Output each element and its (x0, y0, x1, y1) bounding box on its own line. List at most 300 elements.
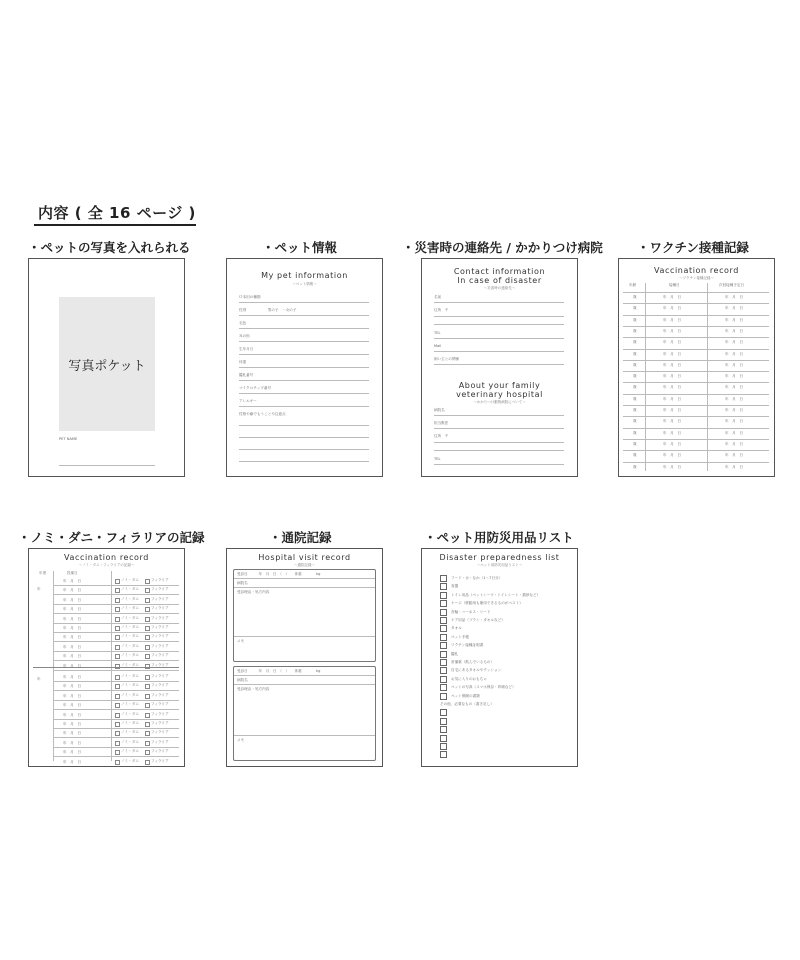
page-thumb-hospital-visit (226, 548, 383, 767)
filaria-checkbox[interactable] (145, 741, 150, 746)
field-line (434, 428, 564, 429)
flea-date: 年 月 日 (63, 675, 81, 679)
filaria-option: フィラリア (151, 606, 169, 611)
vaccination-next-date: 年 月 日 (725, 317, 743, 322)
vaccination-col: 接種日 (669, 283, 680, 287)
table-row-line (53, 585, 179, 586)
flea-date: 年 月 日 (63, 654, 81, 659)
table-row-line (53, 651, 179, 652)
table-row-line (623, 394, 769, 395)
flea-option: ノミ・ダニ (121, 683, 139, 688)
flea-title: Vaccination record (64, 553, 149, 562)
disaster-item-label: ケア用品（ブラシ・タオルなど） (451, 618, 505, 622)
table-row-line (53, 594, 179, 595)
flea-date: 年 月 日 (63, 740, 81, 745)
vaccination-date: 年 月 日 (663, 453, 681, 458)
field-line (234, 636, 375, 637)
vaccination-next-date: 年 月 日 (725, 441, 743, 446)
flea-date: 年 月 日 (63, 684, 81, 689)
flea-checkbox[interactable] (115, 741, 120, 746)
vaccination-age: 歳 (633, 351, 637, 356)
field-line (434, 464, 564, 465)
filaria-checkbox[interactable] (145, 684, 150, 689)
contact-field: 飼い主との関係 (434, 357, 460, 361)
field-line (234, 578, 375, 579)
flea-checkbox[interactable] (115, 635, 120, 640)
disaster-checkbox[interactable] (440, 684, 447, 691)
flea-option: ノミ・ダニ (121, 692, 139, 697)
field-line (434, 351, 564, 352)
field-line (239, 437, 369, 438)
flea-checkbox[interactable] (115, 607, 120, 612)
flea-option: ノミ・ダニ (121, 674, 139, 678)
disaster-item-label: トイレ用品（ペットシーツ・トイレシート・猫砂など） (451, 592, 541, 597)
vaccination-col: 年齢 (629, 283, 637, 287)
vaccination-date: 年 月 日 (663, 419, 681, 424)
table-row-line (53, 681, 179, 682)
contact-title-2: In case of disaster (457, 276, 542, 285)
disaster-checkbox[interactable] (440, 735, 447, 742)
disaster-checkbox[interactable] (440, 575, 447, 582)
disaster-checkbox[interactable] (440, 743, 447, 750)
pet-info-field: 体重 (239, 360, 247, 364)
filaria-option: フィラリア (151, 721, 169, 725)
filaria-option: フィラリア (151, 692, 169, 697)
vaccination-date: 年 月 日 (663, 408, 681, 412)
filaria-checkbox[interactable] (145, 703, 150, 708)
flea-option: ノミ・ダニ (121, 758, 139, 763)
vaccination-next-date: 年 月 日 (725, 295, 743, 299)
vaccination-col: 次回接種予定日 (719, 283, 745, 287)
disaster-checkbox[interactable] (440, 634, 447, 641)
vaccination-age: 歳 (633, 396, 637, 401)
field-line (434, 316, 564, 317)
flea-date: 年 月 日 (63, 588, 81, 593)
field-line (434, 338, 564, 339)
flea-checkbox[interactable] (115, 675, 120, 680)
table-row-line (53, 613, 179, 614)
flea-option: ノミ・ダニ (121, 587, 139, 592)
disaster-checkbox[interactable] (440, 659, 447, 666)
vaccination-date: 年 月 日 (663, 385, 681, 390)
visit-reason-row: 受診理由・処方内容 (237, 687, 270, 691)
vaccination-age: 歳 (633, 419, 637, 424)
flea-date: 年 月 日 (63, 579, 81, 583)
table-row-line (53, 700, 179, 701)
vaccination-age: 歳 (633, 441, 637, 446)
vaccination-next-date: 年 月 日 (725, 408, 743, 412)
disaster-item-label: ペット手帳 (451, 634, 469, 639)
field-line (239, 425, 369, 426)
field-line (239, 328, 369, 329)
disaster-checkbox[interactable] (440, 676, 447, 683)
flea-option: ノミ・ダニ (121, 578, 139, 582)
filaria-option: フィラリア (151, 615, 169, 620)
hospital-subtitle: ～かかりつけ動物病院について～ (473, 400, 526, 404)
visit-date-row: 受診日 年 月 日 （ ） 体重 kg (237, 669, 321, 673)
card-label-vaccination: ・ワクチン接種記録 (637, 240, 749, 255)
table-row-line (53, 690, 179, 691)
disaster-item-label: フード・水・なか（1〜7日分） (451, 576, 503, 580)
disaster-checkbox[interactable] (440, 651, 447, 658)
flea-option: ノミ・ダニ (121, 606, 139, 611)
contact-field: 住所 〒 (434, 308, 449, 312)
field-line (239, 341, 369, 342)
heading-underline (34, 224, 196, 226)
vaccination-age: 歳 (633, 362, 637, 367)
vaccination-date: 年 月 日 (663, 396, 681, 401)
vaccination-next-date: 年 月 日 (725, 351, 743, 356)
table-row-line (623, 292, 769, 293)
pet-info-field: 毛色 (239, 321, 247, 325)
flea-year: 年 (37, 677, 41, 681)
hospital-title-2: veterinary hospital (456, 390, 543, 399)
pet-info-field: 性格や癖でもうことや注意点 (239, 412, 286, 416)
flea-checkbox[interactable] (115, 684, 120, 689)
table-row-line (623, 405, 769, 406)
table-row-line (623, 360, 769, 361)
flea-checkbox[interactable] (115, 598, 120, 603)
photo-pocket (59, 297, 155, 431)
field-line (234, 675, 375, 676)
field-line (234, 735, 375, 736)
flea-date: 年 月 日 (63, 712, 81, 717)
filaria-checkbox[interactable] (145, 675, 150, 680)
field-line (234, 587, 375, 588)
flea-checkbox[interactable] (115, 645, 120, 650)
flea-date: 年 月 日 (63, 635, 81, 640)
disaster-subtitle: ～ペット用防災用品リスト～ (476, 563, 523, 567)
table-divider (645, 283, 646, 471)
disaster-item-label: ワクチン接種証明書 (451, 643, 484, 648)
filaria-option: フィラリア (151, 643, 169, 648)
flea-checkbox[interactable] (115, 722, 120, 727)
filaria-checkbox[interactable] (145, 760, 150, 765)
vaccination-next-date: 年 月 日 (725, 453, 743, 458)
filaria-option: フィラリア (151, 674, 169, 678)
filaria-checkbox[interactable] (145, 722, 150, 727)
disaster-checkbox[interactable] (440, 609, 447, 616)
flea-option: ノミ・ダニ (121, 739, 139, 744)
flea-checkbox[interactable] (115, 713, 120, 718)
flea-date: 年 月 日 (63, 597, 81, 602)
field-line (434, 364, 564, 365)
visit-subtitle: ～通院記録～ (294, 563, 315, 567)
table-row-line (53, 728, 179, 729)
filaria-checkbox[interactable] (145, 607, 150, 612)
hospital-field: 担当獣医 (434, 421, 449, 425)
disaster-item-label: タオル (451, 626, 462, 631)
filaria-checkbox[interactable] (145, 635, 150, 640)
flea-checkbox[interactable] (115, 626, 120, 631)
flea-checkbox[interactable] (115, 694, 120, 699)
vaccination-next-date: 年 月 日 (725, 396, 743, 401)
flea-checkbox[interactable] (115, 750, 120, 755)
filaria-option: フィラリア (151, 711, 169, 716)
field-line (239, 461, 369, 462)
flea-option: ノミ・ダニ (121, 625, 139, 629)
field-line (239, 367, 369, 368)
disaster-checkbox[interactable] (440, 667, 447, 674)
disaster-item-label: 首輪・ハーネス・リード (451, 609, 491, 614)
flea-col: 投薬日 (67, 571, 78, 575)
hospital-title-1: About your family (458, 381, 541, 390)
pet-info-field: 生年月日 (239, 347, 254, 351)
pet-info-field: 性別 男の子 ・女の子 (239, 308, 297, 312)
vaccination-title: Vaccination record (654, 266, 739, 275)
page-thumb-contact (421, 258, 578, 477)
visit-reason-row: 受診理由・処方内容 (237, 590, 270, 594)
flea-checkbox[interactable] (115, 664, 120, 669)
table-row-line (53, 709, 179, 710)
table-row-line (53, 660, 179, 661)
field-line (434, 324, 564, 325)
flea-date: 年 月 日 (63, 607, 81, 612)
vaccination-next-date: 年 月 日 (725, 306, 743, 311)
hospital-field: TEL (434, 457, 441, 461)
flea-date: 年 月 日 (63, 759, 81, 764)
disaster-item-label: 自宅にあるタオルやクッション (451, 668, 502, 673)
field-line (239, 354, 369, 355)
vaccination-age: 歳 (633, 374, 637, 379)
filaria-checkbox[interactable] (145, 645, 150, 650)
field-line (234, 684, 375, 685)
vaccination-date: 年 月 日 (663, 362, 681, 367)
field-line (239, 380, 369, 381)
vaccination-age: 歳 (633, 306, 637, 311)
filaria-option: フィラリア (151, 596, 169, 601)
pet-name-line (59, 465, 155, 466)
disaster-item-label: ケージ（移動用も兼用できるものがベスト） (451, 601, 523, 606)
filaria-option: フィラリア (151, 749, 169, 754)
photo-pocket-text: 写真ポケット (68, 358, 146, 374)
pet-info-field: 鑑札番号 (239, 373, 254, 377)
filaria-checkbox[interactable] (145, 731, 150, 736)
vaccination-date: 年 月 日 (663, 374, 681, 379)
filaria-option: フィラリア (151, 662, 169, 667)
flea-checkbox[interactable] (115, 654, 120, 659)
table-row-line (623, 462, 769, 463)
flea-date: 年 月 日 (63, 616, 81, 621)
vaccination-age: 歳 (633, 317, 637, 322)
disaster-checkbox[interactable] (440, 726, 447, 733)
page-heading: 内容 ( 全 16 ページ ) (38, 204, 196, 222)
table-row-line (53, 737, 179, 738)
flea-subtitle: ～ノミ・ダニ・フィラリアの記録～ (78, 563, 135, 567)
filaria-option: フィラリア (151, 634, 169, 639)
pet-info-title: My pet information (261, 271, 348, 280)
flea-date: 年 月 日 (63, 722, 81, 726)
flea-date: 年 月 日 (63, 663, 81, 668)
table-row-line (53, 719, 179, 720)
page-thumb-disaster-list (421, 548, 578, 767)
table-row-line (623, 416, 769, 417)
vaccination-age: 歳 (633, 385, 637, 390)
contact-field: Mail (434, 344, 442, 348)
disaster-title: Disaster preparedness list (439, 553, 560, 562)
table-row-line (623, 303, 769, 304)
table-row-line (53, 632, 179, 633)
flea-date: 年 月 日 (63, 644, 81, 649)
filaria-checkbox[interactable] (145, 664, 150, 669)
table-row-line (53, 756, 179, 757)
filaria-option: フィラリア (151, 625, 169, 629)
disaster-checkbox[interactable] (440, 625, 447, 632)
card-label-contact: ・災害時の連絡先 / かかりつけ病院 (402, 240, 603, 255)
card-label-photo: ・ペットの写真を入れられる (28, 240, 191, 255)
disaster-checkbox[interactable] (440, 693, 447, 700)
vaccination-next-date: 年 月 日 (725, 430, 743, 435)
disaster-checkbox[interactable] (440, 583, 447, 590)
vaccination-subtitle: ～ワクチン接種記録～ (679, 276, 714, 280)
filaria-checkbox[interactable] (145, 579, 150, 584)
vaccination-age: 歳 (633, 340, 637, 345)
filaria-checkbox[interactable] (145, 654, 150, 659)
disaster-note: その他、必要なもの（書き足し） (440, 702, 494, 706)
vaccination-date: 年 月 日 (663, 430, 681, 435)
vaccination-age: 歳 (633, 464, 637, 469)
filaria-option: フィラリア (151, 739, 169, 744)
card-label-disaster-list: ・ペット用防災用品リスト (424, 530, 574, 545)
flea-checkbox[interactable] (115, 617, 120, 622)
vaccination-date: 年 月 日 (663, 295, 681, 299)
visit-hospital-row: 病院名 (237, 581, 248, 585)
contact-field: 名前 (434, 295, 442, 299)
visit-date-row: 受診日 年 月 日 （ ） 体重 kg (237, 572, 321, 576)
vaccination-next-date: 年 月 日 (725, 385, 743, 390)
field-line (239, 449, 369, 450)
flea-date: 年 月 日 (63, 703, 81, 708)
table-row-line (53, 747, 179, 748)
pet-name-label: PET NAME (59, 437, 78, 441)
pet-info-field: Ｏ本田の種類 (239, 295, 261, 299)
filaria-checkbox[interactable] (145, 750, 150, 755)
contact-field: TEL (434, 331, 441, 335)
table-row-line (623, 450, 769, 451)
card-label-pet-info: ・ペット情報 (262, 240, 338, 255)
card-label-hospital-visit: ・通院記録 (269, 530, 332, 545)
flea-option: ノミ・ダニ (121, 730, 139, 735)
flea-checkbox[interactable] (115, 579, 120, 584)
table-row-line (623, 315, 769, 316)
table-row-line (53, 604, 179, 605)
disaster-item-label: 常備薬（飲んでいるもの） (451, 660, 495, 664)
visit-memo-row: メモ (237, 738, 245, 742)
page-thumb-flea (28, 548, 185, 767)
contact-title-1: Contact information (453, 267, 546, 276)
disaster-item-label: 食器 (451, 584, 459, 589)
vaccination-next-date: 年 月 日 (725, 362, 743, 367)
flea-option: ノミ・ダニ (121, 634, 139, 639)
page-thumb-vaccination (618, 258, 775, 477)
flea-date: 年 月 日 (63, 693, 81, 698)
field-line (434, 450, 564, 451)
flea-checkbox[interactable] (115, 588, 120, 593)
page-thumb-photo (28, 258, 185, 477)
flea-checkbox[interactable] (115, 731, 120, 736)
disaster-checkbox[interactable] (440, 642, 447, 649)
disaster-checkbox[interactable] (440, 718, 447, 725)
filaria-checkbox[interactable] (145, 713, 150, 718)
vaccination-date: 年 月 日 (663, 317, 681, 322)
table-row-line (623, 326, 769, 327)
flea-option: ノミ・ダニ (121, 702, 139, 707)
filaria-option: フィラリア (151, 730, 169, 735)
table-row-line (53, 670, 179, 671)
table-row-line (623, 382, 769, 383)
visit-title: Hospital visit record (258, 553, 351, 562)
filaria-checkbox[interactable] (145, 598, 150, 603)
page-thumb-pet-info (226, 258, 383, 477)
hospital-field: 病院名 (434, 408, 445, 412)
flea-option: ノミ・ダニ (121, 596, 139, 601)
table-row-line (53, 623, 179, 624)
disaster-checkbox[interactable] (440, 592, 447, 599)
card-label-flea: ・ノミ・ダニ・フィラリアの記録 (18, 530, 205, 545)
table-row-line (623, 439, 769, 440)
disaster-checkbox[interactable] (440, 751, 447, 758)
vaccination-next-date: 年 月 日 (725, 328, 743, 333)
table-divider (111, 571, 112, 761)
field-line (239, 315, 369, 316)
vaccination-age: 歳 (633, 453, 637, 458)
vaccination-age: 歳 (633, 295, 637, 299)
vaccination-age: 歳 (633, 328, 637, 333)
flea-date: 年 月 日 (63, 626, 81, 630)
field-line (239, 406, 369, 407)
disaster-checkbox[interactable] (440, 600, 447, 607)
visit-box-1 (233, 569, 376, 662)
vaccination-date: 年 月 日 (663, 441, 681, 446)
filaria-checkbox[interactable] (145, 694, 150, 699)
visit-hospital-row: 病院名 (237, 678, 248, 682)
pet-info-field: マイクロチップ番号 (239, 386, 272, 390)
flea-checkbox[interactable] (115, 703, 120, 708)
vaccination-age: 歳 (633, 430, 637, 435)
disaster-item-label: 鑑札 (451, 651, 459, 656)
table-row-line (623, 349, 769, 350)
flea-option: ノミ・ダニ (121, 711, 139, 716)
vaccination-date: 年 月 日 (663, 464, 681, 469)
vaccination-next-date: 年 月 日 (725, 464, 743, 469)
visit-memo-row: メモ (237, 639, 245, 643)
flea-option: ノミ・ダニ (121, 721, 139, 725)
disaster-checkbox[interactable] (440, 709, 447, 716)
table-row-line (53, 641, 179, 642)
vaccination-next-date: 年 月 日 (725, 340, 743, 345)
filaria-checkbox[interactable] (145, 588, 150, 593)
disaster-checkbox[interactable] (440, 617, 447, 624)
vaccination-date: 年 月 日 (663, 306, 681, 311)
field-line (239, 302, 369, 303)
table-divider (707, 283, 708, 471)
hospital-field: 住所 〒 (434, 434, 449, 438)
filaria-option: フィラリア (151, 587, 169, 592)
field-line (434, 302, 564, 303)
flea-option: ノミ・ダニ (121, 662, 139, 667)
filaria-option: フィラリア (151, 683, 169, 688)
flea-option: ノミ・ダニ (121, 653, 139, 658)
filaria-option: フィラリア (151, 653, 169, 658)
pet-info-field: アレルギー (239, 399, 257, 403)
table-row-line (623, 337, 769, 338)
pet-info-subtitle: ～ペット情報～ (292, 282, 317, 286)
table-row-line (623, 371, 769, 372)
filaria-checkbox[interactable] (145, 617, 150, 622)
flea-checkbox[interactable] (115, 760, 120, 765)
filaria-checkbox[interactable] (145, 626, 150, 631)
disaster-item-label: ペットの写真（スマホ保存・印刷など） (451, 685, 516, 690)
